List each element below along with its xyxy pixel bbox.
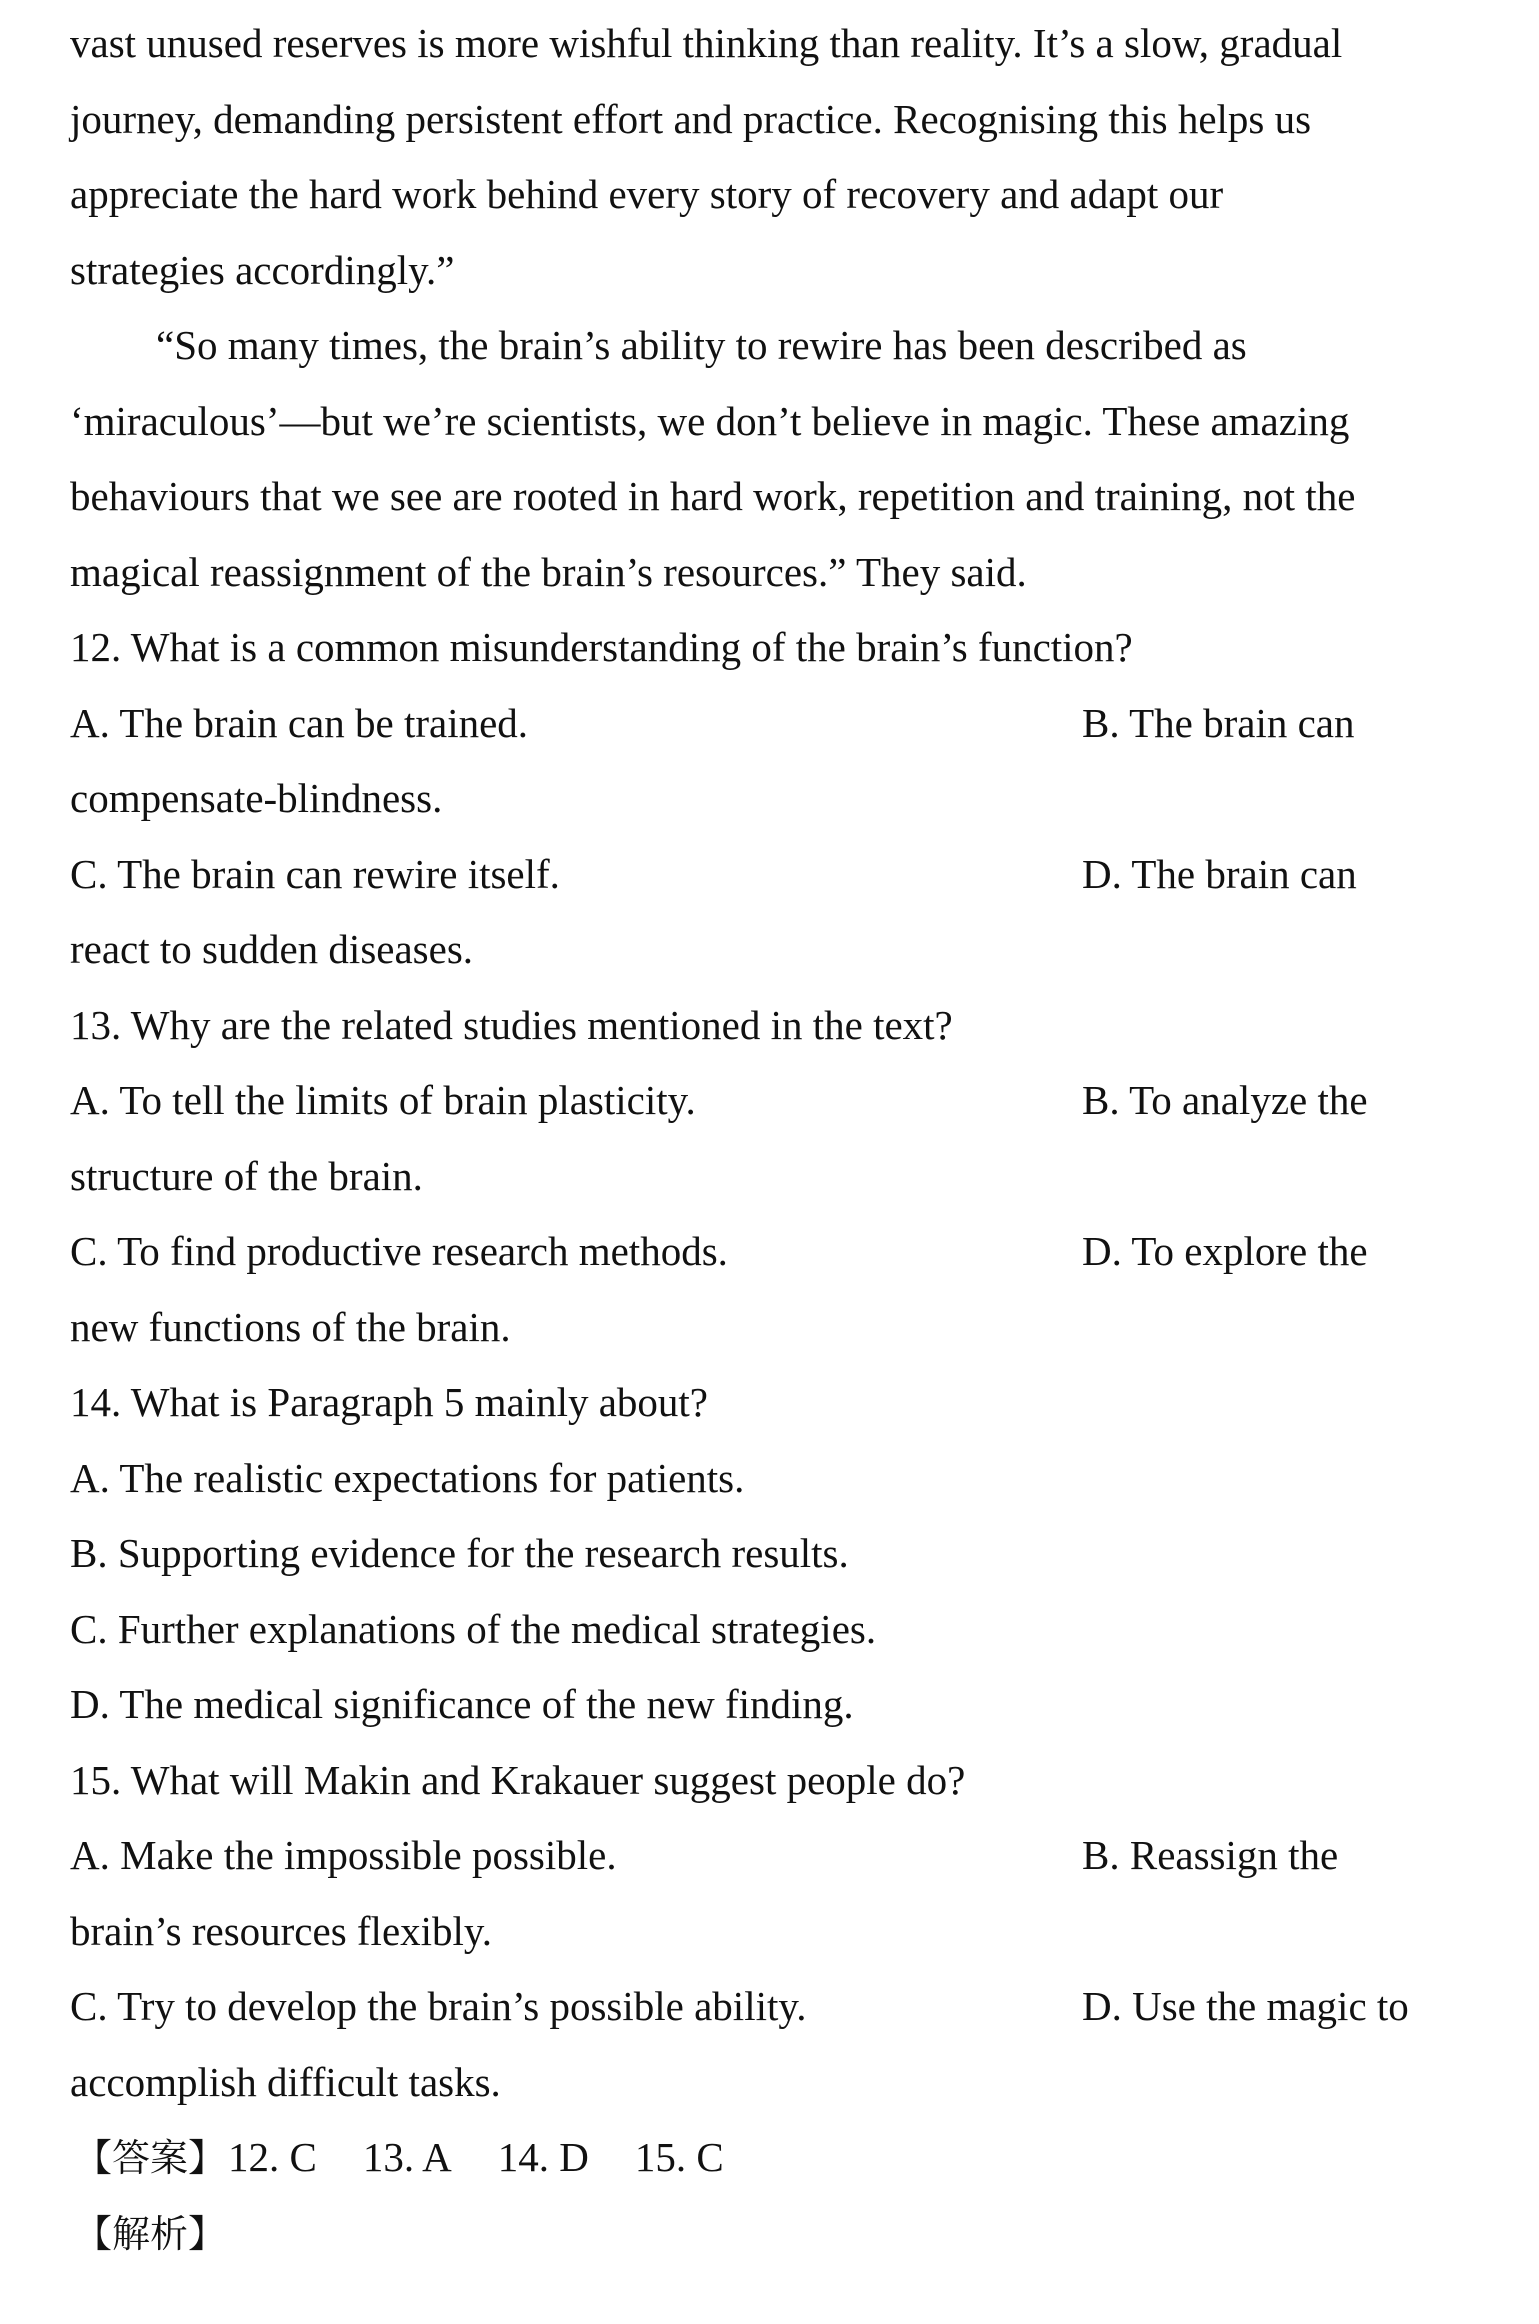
option-continuation: react to sudden diseases. — [70, 926, 474, 972]
option-a: A. Make the impossible possible. — [70, 1832, 617, 1878]
option-b: B. The brain can — [1082, 699, 1355, 746]
option-row — [70, 1818, 1450, 1894]
option-continuation: compensate-blindness. — [70, 775, 443, 821]
answer-label: 【答案】 — [74, 2136, 227, 2180]
passage-line: appreciate the hard work behind every story of recovery and adapt our — [70, 171, 1224, 217]
question-stem: 15. What will Makin and Krakauer suggest people do? — [70, 1756, 966, 1803]
answer-item: 12. C — [228, 2134, 317, 2180]
option-row — [70, 1063, 1450, 1139]
option-c: C. The brain can rewire itself. — [70, 850, 560, 897]
passage-line: behaviours that we see are rooted in hard work, repetition and training, not the — [70, 473, 1356, 519]
passage-line: ‘miraculous’—but we’re scientists, we don’t believe in magic. These amazing — [70, 397, 1350, 444]
option-d: D. To explore the — [1082, 1228, 1368, 1274]
option-c: C. To find productive research methods. — [70, 1228, 728, 1274]
question-stem: 12. What is a common misunderstanding of the brain’s function? — [70, 624, 1133, 670]
option-b: B. Supporting evidence for the research results. — [70, 1530, 849, 1576]
passage-line: magical reassignment of the brain’s resources.” They said. — [70, 548, 1027, 595]
option-row — [70, 1214, 1450, 1290]
answer-item: 13. A — [362, 2134, 452, 2180]
option-d: D. The brain can — [1082, 850, 1357, 897]
option-b: B. Reassign the — [1082, 1832, 1339, 1878]
option-a: A. To tell the limits of brain plasticity. — [70, 1077, 696, 1123]
option-d: D. Use the magic to — [1082, 1983, 1409, 2029]
question-stem: 14. What is Paragraph 5 mainly about? — [70, 1379, 709, 1425]
document-page — [70, 6, 1450, 2271]
option-row — [70, 1969, 1450, 2045]
option-continuation: new functions of the brain. — [70, 1303, 511, 1350]
passage-line: “So many times, the brain’s ability to rewire has been described as — [156, 322, 1247, 368]
option-a: A. The brain can be trained. — [70, 699, 529, 746]
option-row — [70, 837, 1450, 913]
analysis-label: 【解析】 — [74, 2211, 227, 2256]
option-c: C. Try to develop the brain’s possible ability. — [70, 1983, 807, 2029]
option-b: B. To analyze the — [1082, 1077, 1368, 1123]
passage-line: strategies accordingly.” — [70, 246, 455, 293]
option-continuation: accomplish difficult tasks. — [70, 2058, 501, 2105]
passage-line: journey, demanding persistent effort and practice. Recognising this helps us — [70, 95, 1312, 142]
option-c: C. Further explanations of the medical strategies. — [70, 1605, 877, 1652]
answer-line — [70, 2120, 1450, 2196]
option-continuation: brain’s resources flexibly. — [70, 1907, 493, 1954]
question-stem: 13. Why are the related studies mentioned in the text? — [70, 1001, 953, 1048]
answer-item: 14. D — [497, 2134, 589, 2180]
option-continuation: structure of the brain. — [70, 1152, 423, 1199]
option-row — [70, 686, 1450, 762]
analysis-line — [70, 2196, 1450, 2272]
passage-line: vast unused reserves is more wishful thinking than reality. It’s a slow, gradual — [70, 20, 1343, 66]
option-d: D. The medical significance of the new finding. — [70, 1681, 854, 1727]
option-a: A. The realistic expectations for patients. — [70, 1454, 745, 1501]
answer-item: 15. C — [634, 2134, 724, 2180]
